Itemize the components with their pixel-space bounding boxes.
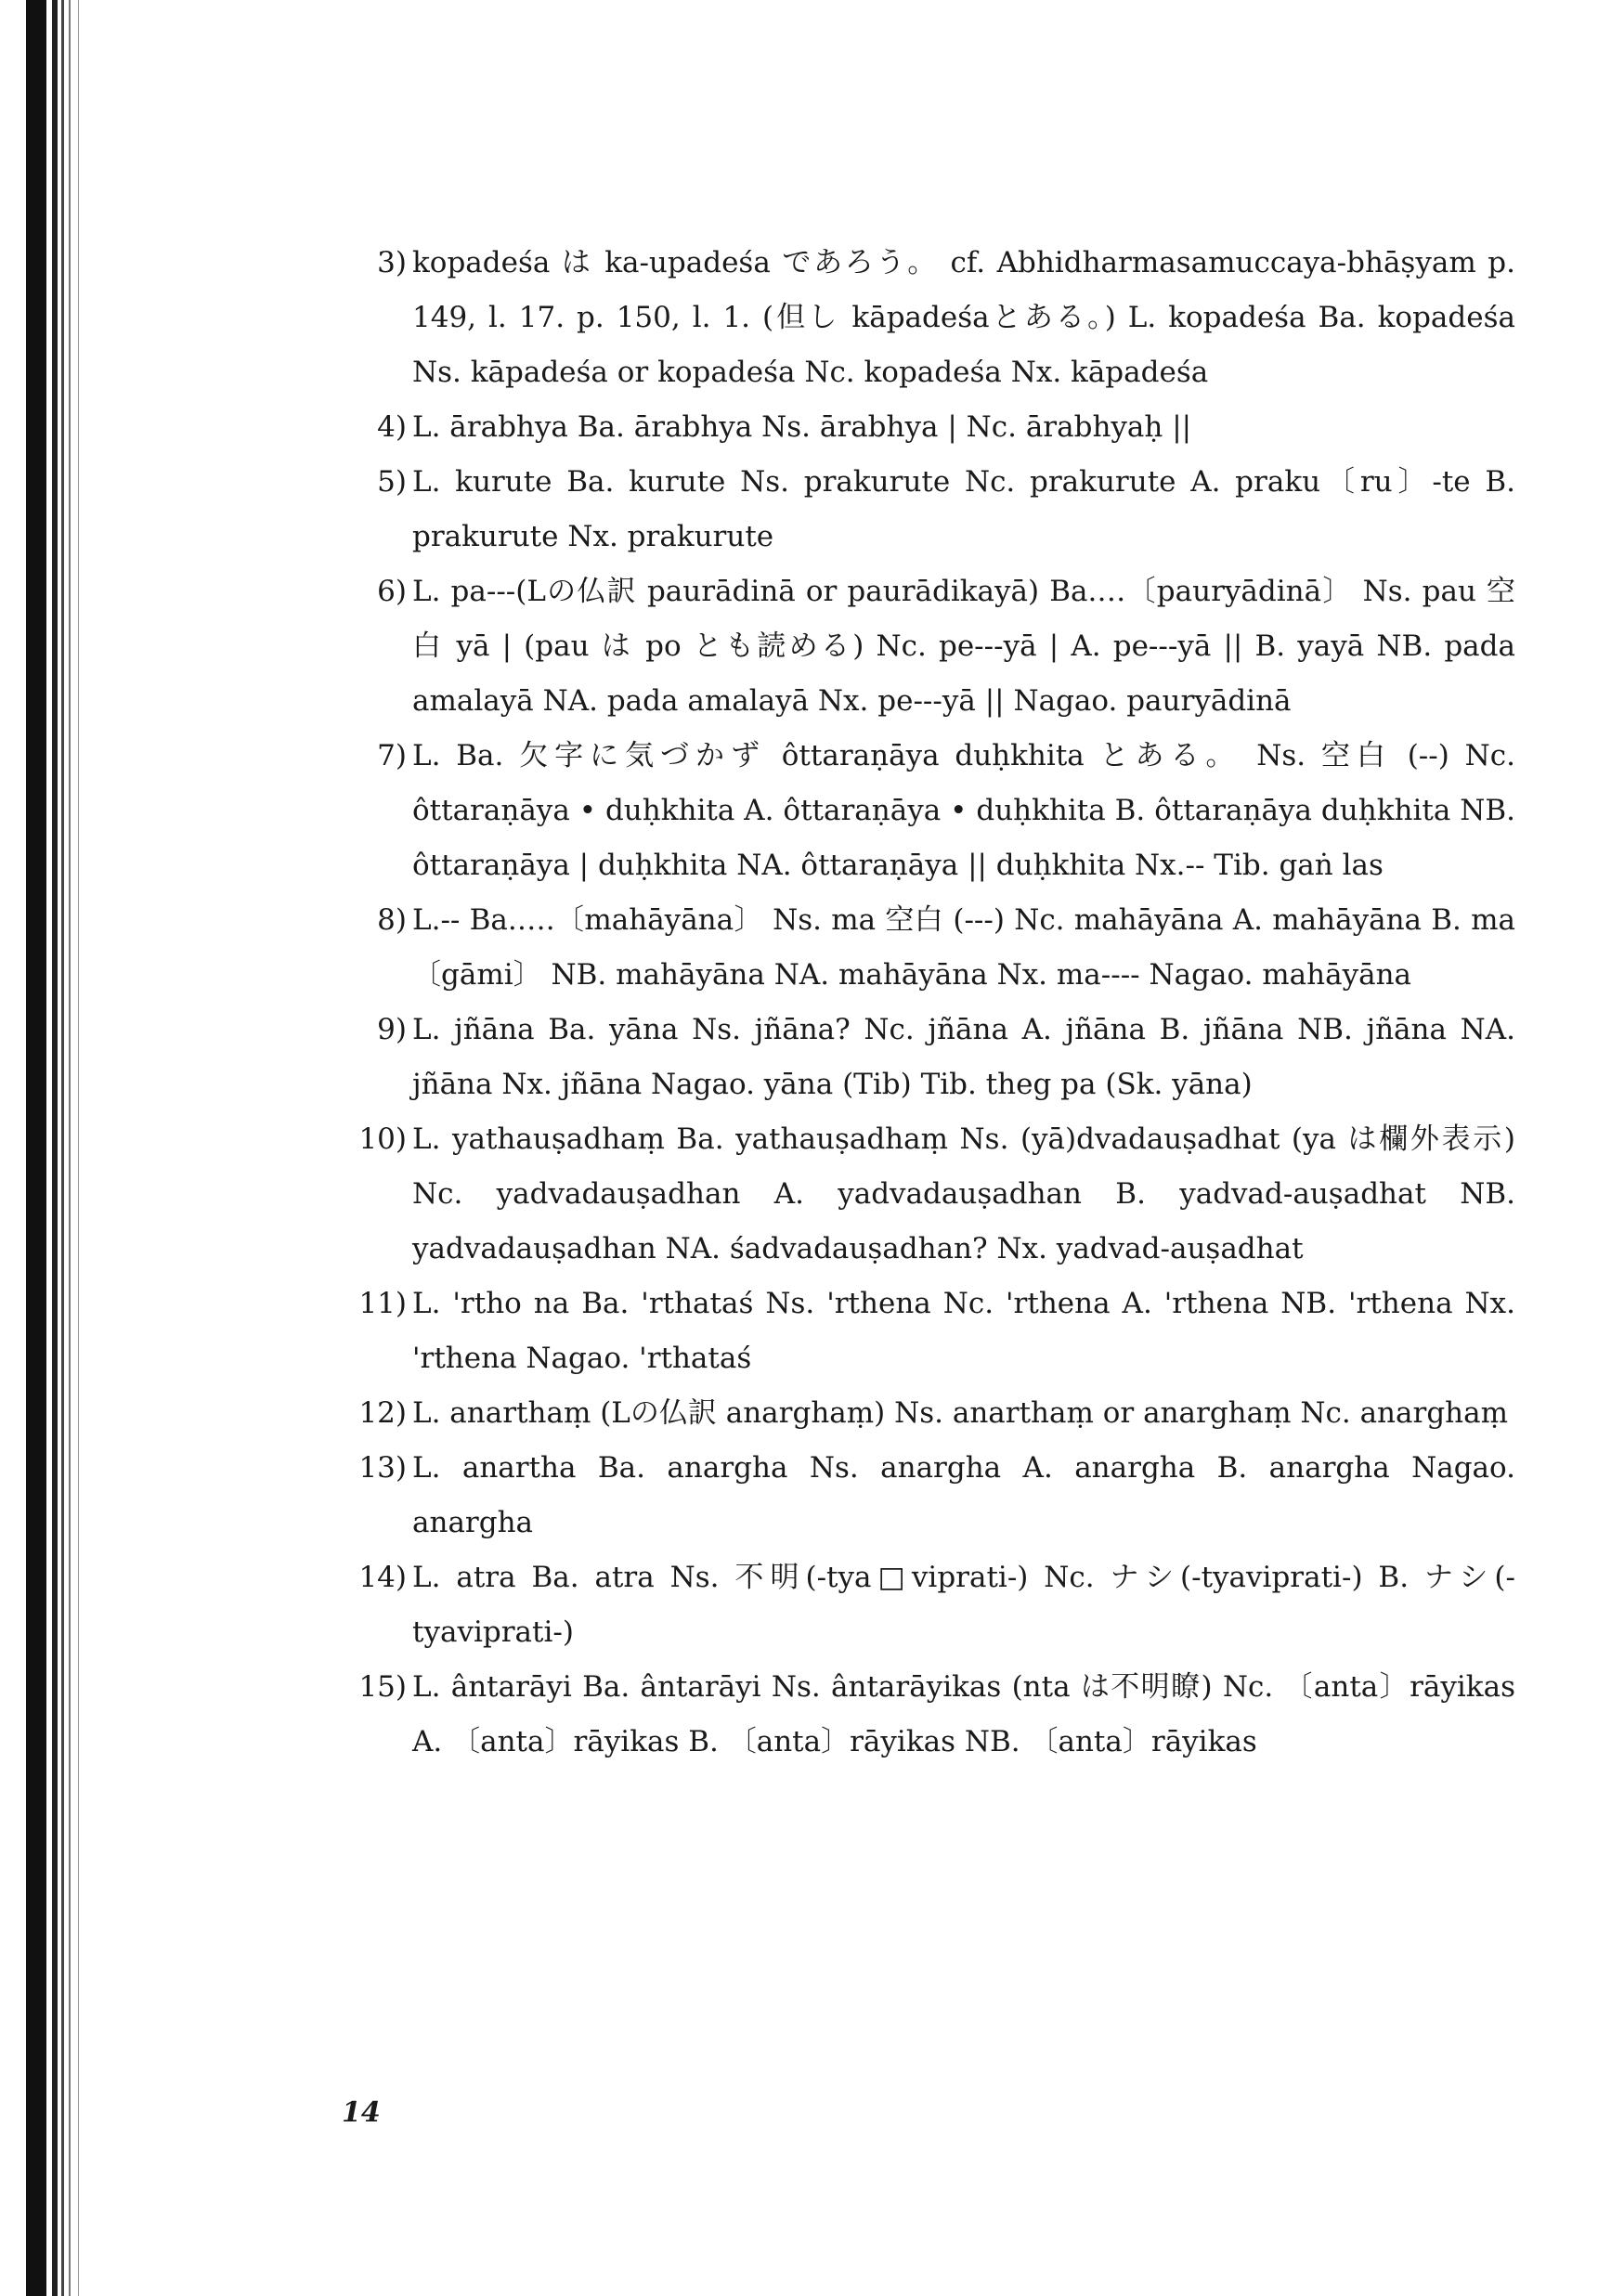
- footnote-text: L. jñāna Ba. yāna Ns. jñāna? Nc. jñāna A. jñāna B. jñāna NB. jñāna NA. jñāna Nx. jñāna Nagao. yāna (Tib) Tib. theg pa (Sk. yāna): [412, 1013, 1515, 1101]
- footnote-number: 14): [358, 1561, 407, 1594]
- footnote-15: [358, 1660, 1515, 1770]
- footnote-5: [364, 455, 1515, 564]
- footnote-8: [364, 893, 1515, 1003]
- footnote-9: [364, 1003, 1515, 1112]
- footnote-number: 3): [377, 246, 407, 279]
- footnote-number: 11): [358, 1287, 407, 1320]
- footnote-text: L. anartha Ba. anargha Ns. anargha A. anargha B. anargha Nagao. anargha: [412, 1451, 1515, 1539]
- footnote-list: [358, 236, 1515, 1770]
- footnote-7: [364, 729, 1515, 893]
- footnote-text: L. Ba. 欠字に気づかず ôttaraṇāya duḥkhita とある。 Ns. 空白 (--) Nc. ôttaraṇāya • duḥkhita A. ôttaraṇāya • duḥkhita B. ôttaraṇāya duḥkhita NB. ôttaraṇāya | duḥkhita NA. ôttaraṇāya || duḥkhita Nx.-- Tib. gaṅ las: [412, 739, 1515, 882]
- binding-bar: [52, 0, 58, 2296]
- binding-edge: [0, 0, 102, 2296]
- footnote-text: L. anarthaṃ (Lの仏訳 anarghaṃ) Ns. anarthaṃ or anarghaṃ Nc. anarghaṃ: [412, 1396, 1509, 1430]
- footnote-number: 8): [377, 903, 407, 937]
- footnote-text: L. ântarāyi Ba. ântarāyi Ns. ântarāyikas (nta は不明瞭) Nc. 〔anta〕rāyikas A. 〔anta〕rāyikas B. 〔anta〕rāyikas NB. 〔anta〕rāyikas: [412, 1670, 1515, 1758]
- page-number: 14: [342, 2096, 381, 2129]
- binding-bar: [61, 0, 64, 2296]
- footnote-4: [364, 400, 1515, 455]
- footnote-11: [358, 1277, 1515, 1386]
- footnote-number: 13): [358, 1451, 407, 1485]
- footnote-10: [358, 1112, 1515, 1277]
- footnote-text: L.-- Ba.….〔mahāyāna〕 Ns. ma 空白 (---) Nc. mahāyāna A. mahāyāna B. ma〔gāmi〕 NB. mahāyāna NA. mahāyāna Nx. ma---- Nagao. mahāyāna: [412, 903, 1515, 992]
- binding-bar: [69, 0, 71, 2296]
- footnote-text: L. pa---(Lの仏訳 paurādinā or paurādikayā) Ba.…〔pauryādinā〕 Ns. pau 空白 yā | (pau は po とも読める) Nc. pe---yā | A. pe---yā || B. yayā NB. pada amalayā NA. pada amalayā Nx. pe---yā || Nagao. pauryādinā: [412, 575, 1515, 718]
- footnote-number: 15): [358, 1670, 407, 1704]
- footnote-text: L. yathauṣadhaṃ Ba. yathauṣadhaṃ Ns. (yā)dvadauṣadhat (ya は欄外表示) Nc. yadvadauṣadhan A. yadvadauṣadhan B. yadvad-auṣadhat NB. yadvadauṣadhan NA. śadvadauṣadhan? Nx. yadvad-auṣadhat: [412, 1122, 1515, 1265]
- footnote-text: L. ārabhya Ba. ārabhya Ns. ārabhya | Nc. ārabhyaḥ ||: [412, 410, 1192, 444]
- footnote-number: 12): [358, 1396, 407, 1430]
- footnote-13: [358, 1441, 1515, 1550]
- footnote-text: L. 'rtho na Ba. 'rthataś Ns. 'rthena Nc. 'rthena A. 'rthena NB. 'rthena Nx. 'rthena Nagao. 'rthataś: [412, 1287, 1515, 1375]
- footnote-number: 5): [377, 465, 407, 499]
- binding-bar: [78, 0, 79, 2296]
- footnote-text: L. kurute Ba. kurute Ns. prakurute Nc. prakurute A. praku〔ru〕-te B. prakurute Nx. prakurute: [412, 465, 1515, 553]
- binding-bar: [26, 0, 46, 2296]
- footnote-3: [364, 236, 1515, 400]
- footnote-number: 10): [358, 1122, 407, 1156]
- footnote-text: kopadeśa は ka-upadeśa であろう。 cf. Abhidharmasamuccaya-bhāṣyam p. 149, l. 17. p. 150, l. 1. (但し kāpadeśaとある。) L. kopadeśa Ba. kopadeśa Ns. kāpadeśa or kopadeśa Nc. kopadeśa Nx. kāpadeśa: [412, 246, 1515, 389]
- footnote-number: 7): [377, 739, 407, 772]
- footnote-14: [358, 1550, 1515, 1660]
- footnote-number: 9): [377, 1013, 407, 1046]
- footnote-text: L. atra Ba. atra Ns. 不明(-tya□viprati-) Nc. ナシ(-tyaviprati-) B. ナシ(-tyaviprati-): [412, 1561, 1515, 1649]
- footnote-6: [364, 564, 1515, 729]
- footnote-12: [358, 1386, 1515, 1441]
- footnote-number: 4): [377, 410, 407, 444]
- footnote-number: 6): [377, 575, 407, 608]
